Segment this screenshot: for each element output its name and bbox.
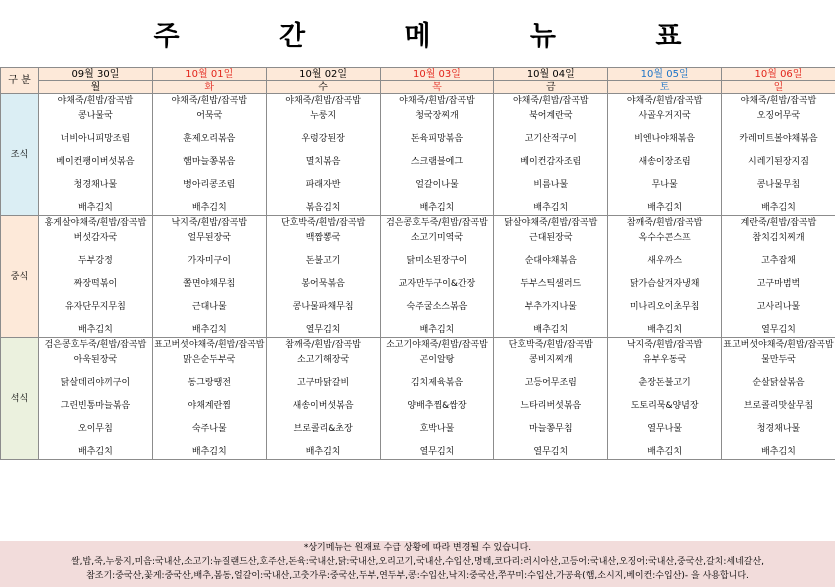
menu-item: 콩나물파채무침 bbox=[266, 300, 380, 315]
menu-spacer bbox=[608, 391, 722, 399]
menu-item: 열무김치 bbox=[722, 323, 835, 338]
menu-item: 배추김치 bbox=[266, 445, 380, 460]
menu-item: 도토리묵&양념장 bbox=[608, 399, 722, 414]
menu-item: 야채죽/흰밥/잡곡밥 bbox=[266, 94, 380, 109]
day-weekday: 수 bbox=[266, 81, 380, 94]
menu-item: 배추김치 bbox=[722, 201, 835, 216]
menu-item: 파래자반 bbox=[266, 178, 380, 193]
menu-item: 소고기미역국 bbox=[380, 231, 494, 246]
menu-row bbox=[1, 254, 835, 269]
date-header-row bbox=[1, 68, 835, 81]
day-weekday: 화 bbox=[152, 81, 266, 94]
meal-name: 중식 bbox=[10, 271, 29, 282]
menu-spacer bbox=[380, 147, 494, 155]
menu-spacer bbox=[266, 391, 380, 399]
menu-item: 열무김치 bbox=[494, 445, 608, 460]
menu-item: 베이컨팽이버섯볶음 bbox=[39, 155, 153, 170]
menu-item: 김치제육볶음 bbox=[380, 376, 494, 391]
menu-row bbox=[1, 132, 835, 147]
menu-item: 배추김치 bbox=[152, 323, 266, 338]
menu-item: 닭미소된장구이 bbox=[380, 254, 494, 269]
menu-spacer bbox=[722, 315, 835, 323]
day-weekday: 목 bbox=[380, 81, 494, 94]
menu-spacer bbox=[39, 315, 153, 323]
menu-spacer bbox=[152, 315, 266, 323]
menu-item: 백짬뽕국 bbox=[266, 231, 380, 246]
menu-spacer bbox=[494, 414, 608, 422]
menu-item: 숙주나물 bbox=[152, 422, 266, 437]
menu-item: 야채죽/흰밥/잡곡밥 bbox=[722, 94, 835, 109]
menu-spacer bbox=[39, 391, 153, 399]
menu-spacer bbox=[380, 315, 494, 323]
menu-spacer bbox=[608, 437, 722, 445]
menu-spacer bbox=[39, 269, 153, 277]
menu-row bbox=[1, 231, 835, 246]
menu-row bbox=[1, 277, 835, 292]
menu-spacer bbox=[152, 368, 266, 376]
menu-item: 배추김치 bbox=[380, 323, 494, 338]
menu-item: 병아리콩조림 bbox=[152, 178, 266, 193]
menu-item: 아욱된장국 bbox=[39, 353, 153, 368]
menu-spacer bbox=[722, 292, 835, 300]
menu-spacer bbox=[722, 124, 835, 132]
footer-notice bbox=[0, 541, 835, 587]
menu-row bbox=[1, 399, 835, 414]
menu-spacer bbox=[39, 292, 153, 300]
menu-item: 참깨죽/흰밥/잡곡밥 bbox=[608, 216, 722, 231]
menu-row-gap bbox=[1, 315, 835, 323]
menu-item: 곤이알탕 bbox=[380, 353, 494, 368]
day-date: 10월 02일 bbox=[266, 68, 380, 81]
menu-spacer bbox=[722, 246, 835, 254]
menu-item: 맑은순두부국 bbox=[152, 353, 266, 368]
menu-item: 양배추찜&쌈장 bbox=[380, 399, 494, 414]
menu-spacer bbox=[152, 437, 266, 445]
menu-item: 배추김치 bbox=[608, 323, 722, 338]
menu-row-gap bbox=[1, 292, 835, 300]
menu-item: 소고기야채죽/흰밥/잡곡밥 bbox=[380, 338, 494, 353]
menu-item: 훈제오리볶음 bbox=[152, 132, 266, 147]
menu-item: 검은콩호두죽/흰밥/잡곡밥 bbox=[380, 216, 494, 231]
menu-spacer bbox=[608, 147, 722, 155]
menu-spacer bbox=[39, 124, 153, 132]
menu-item: 호박나물 bbox=[380, 422, 494, 437]
menu-item: 두부강정 bbox=[39, 254, 153, 269]
menu-item: 고구마닭갈비 bbox=[266, 376, 380, 391]
menu-item: 볶음김치 bbox=[266, 201, 380, 216]
menu-spacer bbox=[380, 269, 494, 277]
menu-item: 무나물 bbox=[608, 178, 722, 193]
day-date: 10월 06일 bbox=[722, 68, 835, 81]
menu-spacer bbox=[152, 391, 266, 399]
menu-row bbox=[1, 300, 835, 315]
menu-item: 우렁강된장 bbox=[266, 132, 380, 147]
menu-spacer bbox=[152, 269, 266, 277]
menu-row bbox=[1, 323, 835, 338]
menu-spacer bbox=[152, 246, 266, 254]
menu-row bbox=[1, 201, 835, 216]
menu-spacer bbox=[494, 246, 608, 254]
menu-item: 고사리나물 bbox=[722, 300, 835, 315]
menu-item: 계란죽/흰밥/잡곡밥 bbox=[722, 216, 835, 231]
menu-item: 홍게살야채죽/흰밥/잡곡밥 bbox=[39, 216, 153, 231]
menu-item: 짜장떡볶이 bbox=[39, 277, 153, 292]
menu-item: 스크램블에그 bbox=[380, 155, 494, 170]
menu-item: 얼무된장국 bbox=[152, 231, 266, 246]
menu-spacer bbox=[152, 147, 266, 155]
menu-item: 야채죽/흰밥/잡곡밥 bbox=[380, 94, 494, 109]
menu-row-gap bbox=[1, 269, 835, 277]
menu-row-gap bbox=[1, 147, 835, 155]
menu-item: 시레기된장지짐 bbox=[722, 155, 835, 170]
menu-item: 멸치볶음 bbox=[266, 155, 380, 170]
day-date: 10월 04일 bbox=[494, 68, 608, 81]
menu-spacer bbox=[266, 246, 380, 254]
menu-spacer bbox=[494, 147, 608, 155]
menu-item: 열무김치 bbox=[380, 445, 494, 460]
menu-row bbox=[1, 422, 835, 437]
menu-item: 단호박죽/흰밥/잡곡밥 bbox=[494, 338, 608, 353]
menu-item: 어묵국 bbox=[152, 109, 266, 124]
menu-spacer bbox=[380, 368, 494, 376]
menu-item: 콩나물국 bbox=[39, 109, 153, 124]
menu-spacer bbox=[266, 315, 380, 323]
weekly-menu-table bbox=[0, 67, 835, 460]
menu-spacer bbox=[722, 170, 835, 178]
menu-item: 두부스틱샐러드 bbox=[494, 277, 608, 292]
menu-spacer bbox=[608, 368, 722, 376]
menu-item: 열무나물 bbox=[608, 422, 722, 437]
menu-spacer bbox=[608, 414, 722, 422]
menu-item: 물만두국 bbox=[722, 353, 835, 368]
menu-spacer bbox=[39, 437, 153, 445]
menu-item: 돈불고기 bbox=[266, 254, 380, 269]
menu-row-gap bbox=[1, 437, 835, 445]
menu-spacer bbox=[380, 437, 494, 445]
menu-item: 배추김치 bbox=[152, 201, 266, 216]
day-weekday: 월 bbox=[39, 81, 153, 94]
menu-row bbox=[1, 445, 835, 460]
menu-spacer bbox=[380, 292, 494, 300]
menu-item: 청경채나물 bbox=[39, 178, 153, 193]
menu-spacer bbox=[380, 170, 494, 178]
meal-label bbox=[1, 94, 39, 216]
menu-row bbox=[1, 353, 835, 368]
menu-item: 낙지죽/흰밥/잡곡밥 bbox=[608, 338, 722, 353]
menu-row-gap bbox=[1, 391, 835, 399]
menu-item: 순대야채볶음 bbox=[494, 254, 608, 269]
menu-item: 열무김치 bbox=[266, 323, 380, 338]
menu-item: 돈육피망볶음 bbox=[380, 132, 494, 147]
menu-spacer bbox=[266, 368, 380, 376]
menu-item: 사골우거지국 bbox=[608, 109, 722, 124]
menu-item: 누룽지 bbox=[266, 109, 380, 124]
menu-row bbox=[1, 376, 835, 391]
page-title: 주 간 메 뉴 표 bbox=[153, 21, 727, 52]
menu-item: 카레미트볼야채볶음 bbox=[722, 132, 835, 147]
menu-spacer bbox=[266, 269, 380, 277]
menu-item: 배추김치 bbox=[39, 201, 153, 216]
menu-item: 춘장돈불고기 bbox=[608, 376, 722, 391]
footer-origin-line-2: 참조기:중국산,꽃게:중국산,배추,봄동,얼갈이:국내산,고춧가루:중국산,두부,연두부,콩:수입산,낙지:중국산,쭈꾸미:수입산,가공육(햄,소시지,베이컨:수입산)- 을 사용합니다. bbox=[86, 571, 749, 581]
menu-spacer bbox=[608, 170, 722, 178]
menu-spacer bbox=[39, 414, 153, 422]
menu-spacer bbox=[722, 391, 835, 399]
header-label: 구 분 bbox=[1, 68, 39, 94]
menu-item: 닭살데리야끼구이 bbox=[39, 376, 153, 391]
menu-spacer bbox=[608, 315, 722, 323]
day-date: 09월 30일 bbox=[39, 68, 153, 81]
menu-spacer bbox=[722, 368, 835, 376]
menu-item: 햄마늘쫑볶음 bbox=[152, 155, 266, 170]
menu-item: 너비아니피망조림 bbox=[39, 132, 153, 147]
menu-item: 동그랑땡전 bbox=[152, 376, 266, 391]
footer-origin-line-1: 쌀,밥,죽,누룽지,미음:국내산,소고기:뉴질랜드산,호주산,돈육:국내산,닭:국내산,오리고기,국내산,수입산,명태,코다리:러시아산,고등어:국내산,오징어:국내산,중국산,갈치:세네갈산, bbox=[70, 557, 765, 567]
menu-spacer bbox=[608, 193, 722, 201]
menu-spacer bbox=[152, 292, 266, 300]
menu-item: 브로콜리맛살무침 bbox=[722, 399, 835, 414]
menu-row bbox=[1, 155, 835, 170]
menu-item: 유부우동국 bbox=[608, 353, 722, 368]
menu-item: 고추잡채 bbox=[722, 254, 835, 269]
menu-item: 배추김치 bbox=[608, 201, 722, 216]
menu-item: 야채계란찜 bbox=[152, 399, 266, 414]
menu-item: 북어계란국 bbox=[494, 109, 608, 124]
menu-spacer bbox=[494, 391, 608, 399]
menu-spacer bbox=[380, 391, 494, 399]
menu-item: 표고버섯야채죽/흰밥/잡곡밥 bbox=[152, 338, 266, 353]
menu-spacer bbox=[722, 414, 835, 422]
menu-item: 마늘쫑무침 bbox=[494, 422, 608, 437]
meal-name: 조식 bbox=[10, 149, 29, 160]
menu-item: 소고기해장국 bbox=[266, 353, 380, 368]
menu-item: 유자단무지무침 bbox=[39, 300, 153, 315]
menu-spacer bbox=[494, 124, 608, 132]
menu-spacer bbox=[608, 269, 722, 277]
menu-item: 순살닭살볶음 bbox=[722, 376, 835, 391]
menu-item: 가자미구이 bbox=[152, 254, 266, 269]
menu-item: 고기산적구이 bbox=[494, 132, 608, 147]
menu-spacer bbox=[152, 414, 266, 422]
menu-spacer bbox=[266, 292, 380, 300]
menu-item: 배추김치 bbox=[380, 201, 494, 216]
menu-item: 청경채나물 bbox=[722, 422, 835, 437]
menu-item: 교자만두구이&간장 bbox=[380, 277, 494, 292]
menu-spacer bbox=[266, 414, 380, 422]
meal-label bbox=[1, 216, 39, 338]
menu-item: 청국장찌개 bbox=[380, 109, 494, 124]
menu-spacer bbox=[39, 147, 153, 155]
menu-item: 비엔나야채볶음 bbox=[608, 132, 722, 147]
weekday-header-row bbox=[1, 81, 835, 94]
menu-item: 참치김치찌개 bbox=[722, 231, 835, 246]
menu-spacer bbox=[380, 193, 494, 201]
menu-spacer bbox=[266, 193, 380, 201]
menu-item: 배추김치 bbox=[608, 445, 722, 460]
menu-spacer bbox=[722, 147, 835, 155]
menu-item: 낙지죽/흰밥/잡곡밥 bbox=[152, 216, 266, 231]
menu-spacer bbox=[39, 193, 153, 201]
menu-spacer bbox=[494, 368, 608, 376]
menu-item: 새송이장조림 bbox=[608, 155, 722, 170]
menu-item: 고등어무조림 bbox=[494, 376, 608, 391]
meal-label bbox=[1, 338, 39, 460]
menu-spacer bbox=[266, 437, 380, 445]
menu-spacer bbox=[494, 292, 608, 300]
menu-item: 숙주굴소스볶음 bbox=[380, 300, 494, 315]
menu-item: 근대된장국 bbox=[494, 231, 608, 246]
menu-row-gap bbox=[1, 170, 835, 178]
menu-item: 참깨죽/흰밥/잡곡밥 bbox=[266, 338, 380, 353]
meal-name: 석식 bbox=[10, 393, 29, 404]
menu-item: 배추김치 bbox=[494, 323, 608, 338]
menu-item: 표고버섯야채죽/흰밥/잡곡밥 bbox=[722, 338, 835, 353]
footer-disclaimer: *상기메뉴는 원재료 수급 상황에 따라 변경될 수 있습니다. bbox=[303, 543, 532, 553]
menu-item: 비름나물 bbox=[494, 178, 608, 193]
menu-spacer bbox=[494, 170, 608, 178]
day-date: 10월 01일 bbox=[152, 68, 266, 81]
day-weekday: 일 bbox=[722, 81, 835, 94]
menu-item: 근대나물 bbox=[152, 300, 266, 315]
day-date: 10월 05일 bbox=[608, 68, 722, 81]
menu-item: 브로콜리&초장 bbox=[266, 422, 380, 437]
menu-spacer bbox=[266, 147, 380, 155]
menu-item: 배추김치 bbox=[39, 323, 153, 338]
menu-item: 배추김치 bbox=[39, 445, 153, 460]
menu-row bbox=[1, 109, 835, 124]
menu-item: 검은콩호두죽/흰밥/잡곡밥 bbox=[39, 338, 153, 353]
menu-spacer bbox=[494, 437, 608, 445]
menu-item: 느타리버섯볶음 bbox=[494, 399, 608, 414]
menu-item: 오이무침 bbox=[39, 422, 153, 437]
menu-row-gap bbox=[1, 246, 835, 254]
menu-spacer bbox=[266, 170, 380, 178]
menu-spacer bbox=[722, 437, 835, 445]
menu-row-gap bbox=[1, 368, 835, 376]
menu-item: 배추김치 bbox=[152, 445, 266, 460]
menu-spacer bbox=[152, 170, 266, 178]
menu-spacer bbox=[494, 269, 608, 277]
menu-spacer bbox=[152, 124, 266, 132]
menu-item: 얼갈이나물 bbox=[380, 178, 494, 193]
menu-item: 닭살야채죽/흰밥/잡곡밥 bbox=[494, 216, 608, 231]
menu-item: 미나리오이초무침 bbox=[608, 300, 722, 315]
day-weekday: 금 bbox=[494, 81, 608, 94]
menu-spacer bbox=[266, 124, 380, 132]
day-date: 10월 03일 bbox=[380, 68, 494, 81]
menu-item: 야채죽/흰밥/잡곡밥 bbox=[152, 94, 266, 109]
menu-item: 새송이버섯볶음 bbox=[266, 399, 380, 414]
menu-spacer bbox=[608, 124, 722, 132]
menu-item: 부추가지나물 bbox=[494, 300, 608, 315]
menu-item: 고구마범벅 bbox=[722, 277, 835, 292]
menu-row bbox=[1, 178, 835, 193]
menu-spacer bbox=[380, 246, 494, 254]
menu-item: 닭가슴살겨자냉채 bbox=[608, 277, 722, 292]
menu-spacer bbox=[722, 193, 835, 201]
menu-spacer bbox=[39, 246, 153, 254]
menu-row-gap bbox=[1, 193, 835, 201]
menu-spacer bbox=[608, 292, 722, 300]
menu-spacer bbox=[608, 246, 722, 254]
menu-spacer bbox=[39, 368, 153, 376]
menu-item: 배추김치 bbox=[494, 201, 608, 216]
menu-row-gap bbox=[1, 414, 835, 422]
menu-item: 그린빈통마늘볶음 bbox=[39, 399, 153, 414]
menu-item: 야채죽/흰밥/잡곡밥 bbox=[494, 94, 608, 109]
menu-item: 콩비지찌개 bbox=[494, 353, 608, 368]
menu-row-gap bbox=[1, 124, 835, 132]
menu-spacer bbox=[380, 414, 494, 422]
menu-item: 배추김치 bbox=[722, 445, 835, 460]
menu-item: 버섯감자국 bbox=[39, 231, 153, 246]
menu-item: 옥수수콘스프 bbox=[608, 231, 722, 246]
menu-spacer bbox=[152, 193, 266, 201]
menu-spacer bbox=[494, 315, 608, 323]
day-weekday: 토 bbox=[608, 81, 722, 94]
menu-spacer bbox=[380, 124, 494, 132]
menu-spacer bbox=[494, 193, 608, 201]
menu-item: 봉어묵볶음 bbox=[266, 277, 380, 292]
menu-item: 새우까스 bbox=[608, 254, 722, 269]
menu-spacer bbox=[39, 170, 153, 178]
menu-item: 콩나물무침 bbox=[722, 178, 835, 193]
menu-row bbox=[1, 216, 835, 231]
menu-item: 오징어무국 bbox=[722, 109, 835, 124]
menu-item: 야채죽/흰밥/잡곡밥 bbox=[39, 94, 153, 109]
menu-item: 단호박죽/흰밥/잡곡밥 bbox=[266, 216, 380, 231]
menu-item: 쫄면야채무침 bbox=[152, 277, 266, 292]
menu-row bbox=[1, 338, 835, 353]
menu-row bbox=[1, 94, 835, 109]
menu-spacer bbox=[722, 269, 835, 277]
menu-item: 베이컨감자조림 bbox=[494, 155, 608, 170]
menu-item: 야채죽/흰밥/잡곡밥 bbox=[608, 94, 722, 109]
